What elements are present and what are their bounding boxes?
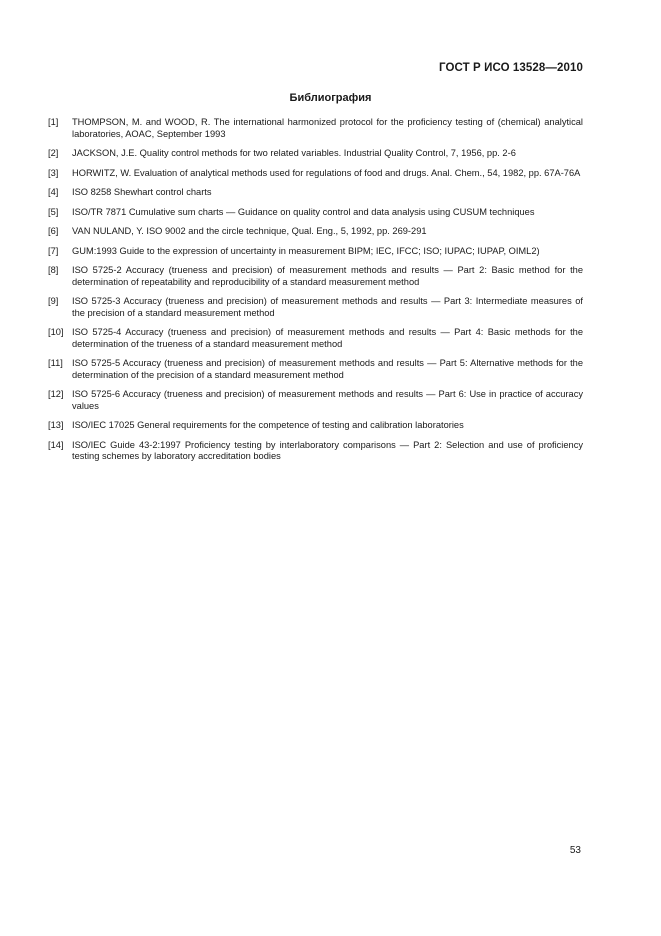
bibliography-entry-11 xyxy=(48,358,583,381)
entry-number: [9] xyxy=(48,296,59,306)
entry-number: [4] xyxy=(48,187,59,197)
entry-text: ISO 5725-6 Accuracy (trueness and precision) of measurement methods and results — Part 6: Use in practice of accuracy values xyxy=(72,389,583,411)
bibliography-entry-14 xyxy=(48,440,583,463)
entry-text: ISO/IEC 17025 General requirements for the competence of testing and calibration laboratories xyxy=(72,420,464,430)
entry-text: JACKSON, J.E. Quality control methods for two related variables. Industrial Quality Control, 7, 1956, pp. 2-6 xyxy=(72,148,516,158)
entry-text: ISO 5725-4 Accuracy (trueness and precision) of measurement methods and results — Part 4: Basic methods for the determination of the trueness of a standard measurement method xyxy=(72,327,583,349)
bibliography-entry-3 xyxy=(48,168,583,180)
entry-number: [6] xyxy=(48,226,59,236)
bibliography-title: Библиография xyxy=(289,92,372,104)
entry-text: ISO 5725-5 Accuracy (trueness and precision) of measurement methods and results — Part 5: Alternative methods for the determination of the precision of a standard measurement method xyxy=(72,358,583,380)
entry-number: [7] xyxy=(48,245,59,256)
entry-number: [10] xyxy=(48,327,64,337)
entry-text: HORWITZ, W. Evaluation of analytical methods used for regulations of food and drugs. Anal. Chem., 54, 1982, pp. 67A-76A xyxy=(72,167,581,178)
entry-number: [8] xyxy=(48,265,59,275)
entry-text: GUM:1993 Guide to the expression of uncertainty in measurement BIPM; IEC, IFCC; ISO; IUPAC; IUPAP, OIML2) xyxy=(72,245,540,256)
bibliography-entry-7 xyxy=(48,246,583,258)
entry-number: [3] xyxy=(48,167,59,178)
bibliography-entry-10 xyxy=(48,327,583,350)
bibliography-entry-13 xyxy=(48,420,583,432)
entry-number: [5] xyxy=(48,206,59,217)
bibliography-entry-6 xyxy=(48,226,583,238)
entry-text: ISO/TR 7871 Cumulative sum charts — Guidance on quality control and data analysis using CUSUM techniques xyxy=(72,206,535,217)
entry-number: [11] xyxy=(48,358,63,368)
entry-number: [13] xyxy=(48,420,64,430)
entry-text: ISO 8258 Shewhart control charts xyxy=(72,187,212,197)
entry-text: THOMPSON, M. and WOOD, R. The international harmonized protocol for the proficiency testing of (chemical) analytical laboratories, AOAC, September 1993 xyxy=(72,117,583,139)
entry-number: [1] xyxy=(48,117,59,127)
bibliography-entry-9 xyxy=(48,296,583,319)
bibliography-list xyxy=(48,117,583,471)
bibliography-entry-1 xyxy=(48,117,583,140)
bibliography-entry-12 xyxy=(48,389,583,412)
entry-text: ISO 5725-2 Accuracy (trueness and precision) of measurement methods and results — Part 2: Basic method for the determination of repeatability and reproducibility of a standard measurement method xyxy=(72,265,583,287)
entry-number: [12] xyxy=(48,389,64,399)
entry-text: ISO/IEC Guide 43-2:1997 Proficiency testing by interlaboratory comparisons — Part 2: Selection and use of proficiency testing schemes by laboratory accreditation bodies xyxy=(72,439,583,461)
bibliography-entry-8 xyxy=(48,265,583,288)
document-standard-id: ГОСТ Р ИСО 13528—2010 xyxy=(438,62,583,74)
bibliography-entry-2 xyxy=(48,148,583,160)
page-number: 53 xyxy=(569,845,581,856)
entry-number: [2] xyxy=(48,148,59,158)
entry-text: ISO 5725-3 Accuracy (trueness and precision) of measurement methods and results — Part 3: Intermediate measures of the precision of a standard measurement method xyxy=(72,296,583,318)
bibliography-entry-4 xyxy=(48,187,583,199)
entry-text: VAN NULAND, Y. ISO 9002 and the circle technique, Qual. Eng., 5, 1992, pp. 269-291 xyxy=(72,226,427,236)
entry-number: [14] xyxy=(48,439,64,450)
bibliography-entry-5 xyxy=(48,207,583,219)
